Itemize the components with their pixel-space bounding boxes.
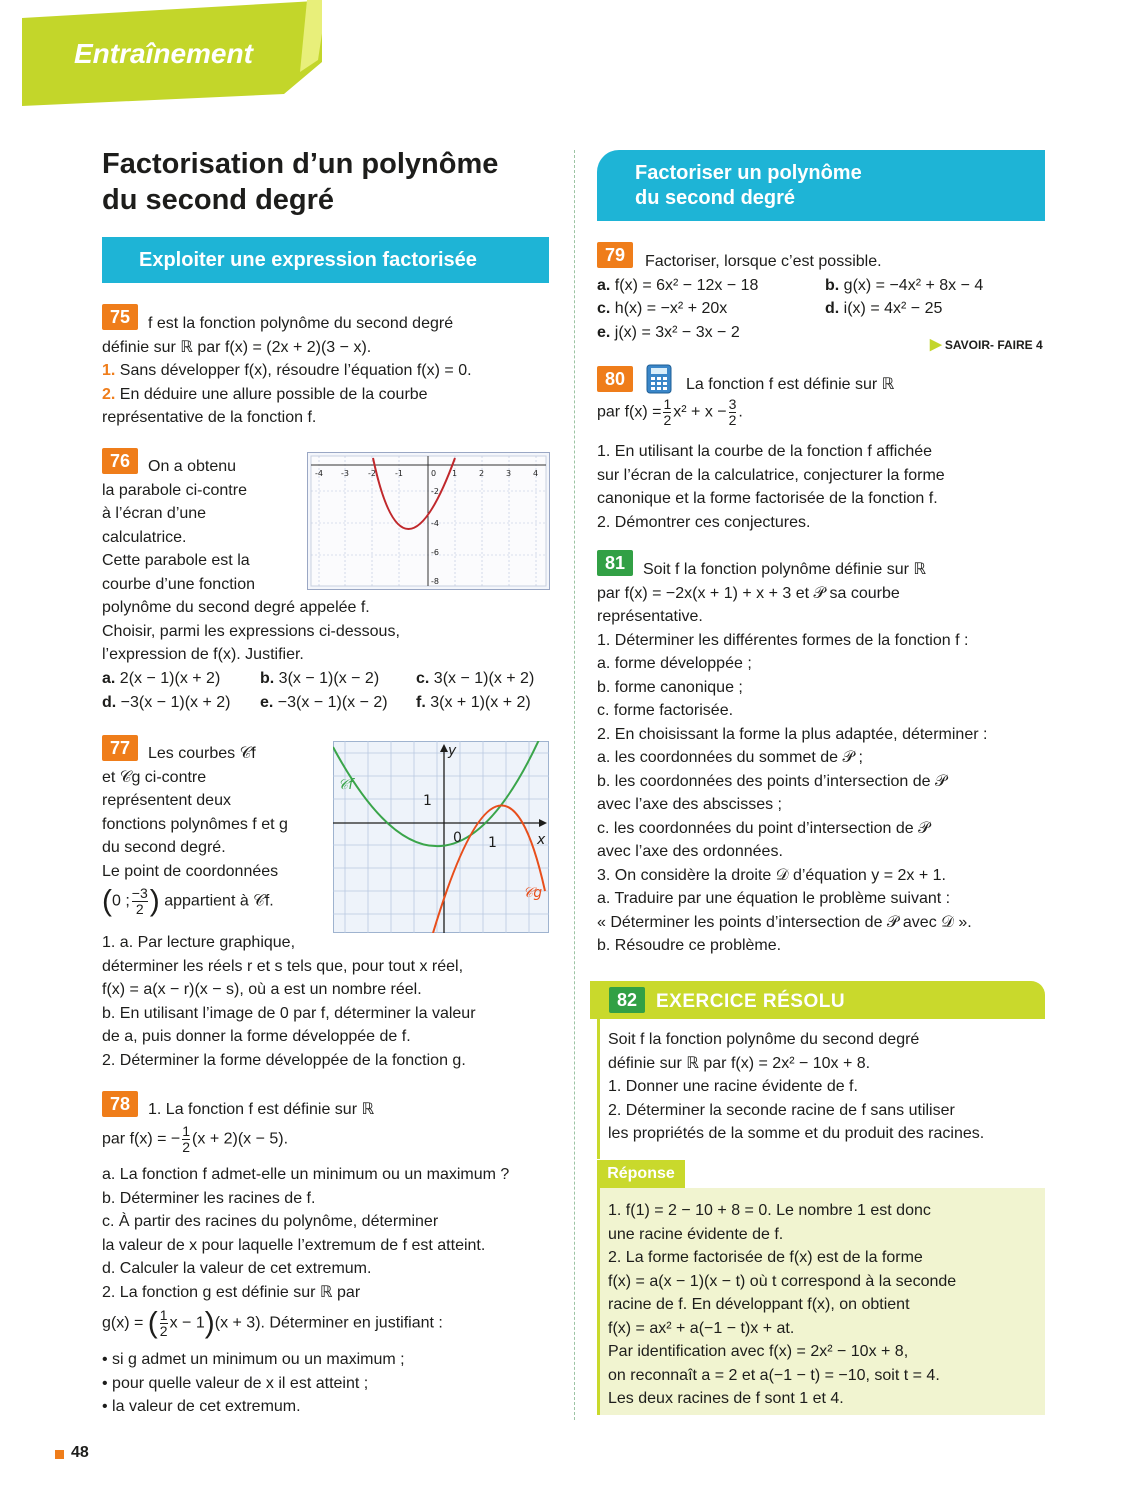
exercise-80-intro: La fonction f est définie sur ℝ [686,376,895,393]
svg-text:y: y [448,743,457,759]
exercise-number: 76 [102,448,138,474]
svg-text:4: 4 [533,469,539,478]
exercise-number: 81 [597,550,633,576]
svg-text:-2: -2 [368,469,376,478]
page-title: Factorisation d’un polynôme du second degré [102,148,499,216]
point-coordinates: (0 ; $\frac{-3}{2}$ ) appartient à 𝒞f. [102,884,274,918]
resolved-exercise-title: EXERCICE RÉSOLU [656,991,846,1012]
svg-text:0: 0 [453,830,462,846]
svg-text:-6: -6 [431,548,439,557]
answer-text: 1. f(1) = 2 − 10 + 8 = 0. Le nombre 1 est donc une racine évidente de f. 2. La forme factorisée de f(x) est de la forme f(x) = a(x − 1)(x − t) où t correspond à la seconde racine de f. En développant f(x), on obtient f(x) = ax² + a(−1 − t)x + at. Par identification avec f(x) = 2x² − 10x + 8, on reconnaît a = 2 et a(−1 − t) = −10, soit t = 4. Les deux racines de f sont 1 et 4. [608,1202,957,1407]
exercise-number: 82 [609,987,645,1013]
column-divider [574,150,575,1420]
section-bar-right: Factoriser un polynôme du second degré [597,150,1045,221]
answer-label: Réponse [597,1160,685,1188]
svg-text:-1: -1 [395,469,403,478]
exercise-76-intro: On a obtenu la parabole ci-contre à l’écran d’une calculatrice. Cette parabole est la courbe d’une fonction [102,458,255,593]
exercise-number: 79 [597,242,633,268]
curves-graph [333,741,549,933]
svg-text:-4: -4 [315,469,323,478]
exercise-81-text: Soit f la fonction polynôme définie sur ℝ par f(x) = −2x(x + 1) + x + 3 et 𝒫 sa courbe représentative. 1. Déterminer les différentes formes de la fonction f : a. forme développée ; b. forme canonique ; c. forme factorisée. 2. En choisissant la forme la plus adaptée, déterminer : a. les coordonnées du sommet de 𝒫 ; b. les coordonnées des points d’intersection de 𝒫 avec l’axe des abscisses ; c. les coordonnées du point d’intersection de 𝒫 avec l’axe des ordonnées. 3. On considère la droite 𝒟 d’équation y = 2x + 1. a. Traduire par une équation le problème suivant : « Déterminer les points d’intersection de 𝒫 avec 𝒟 ». b. Résoudre ce problème. [597,561,988,954]
exercise-78-g-definition: g(x) = ( $\frac{1}{2}$ x − 1)(x + 3). Déterminer en justifiant : [102,1306,443,1340]
svg-text:-4: -4 [431,519,439,528]
svg-text:1: 1 [488,835,497,851]
exercise-82-text: Soit f la fonction polynôme du second degré définie sur ℝ par f(x) = 2x² − 10x + 8. 1. Donner une racine évidente de f. 2. Déterminer la seconde racine de f sans utiliser les propriétés de la somme et du produit des racines. [608,1031,985,1142]
savoir-faire-link[interactable]: ▶ SAVOIR- FAIRE 4 [930,336,1043,353]
page-number: 48 [71,1444,89,1461]
svg-text:𝒞g: 𝒞g [523,885,543,901]
exercise-number: 78 [102,1091,138,1117]
exercise-number: 75 [102,304,138,330]
svg-text:3: 3 [506,469,512,478]
svg-text:1: 1 [423,793,432,809]
svg-text:2: 2 [479,469,485,478]
calculator-icon [644,364,674,394]
exercise-76-choices: a. 2(x − 1)(x + 2) b. 3(x − 1)(x − 2) c. 3(x − 1)(x + 2) d. −3(x − 1)(x + 2) e. −3(x − 1)(x − 2) f. 3(x + 1)(x + 2) [102,670,535,711]
svg-text:-2: -2 [431,487,439,496]
svg-text:-3: -3 [341,469,349,478]
svg-text:-8: -8 [431,577,439,586]
exercise-78-line1: 1. La fonction f est définie sur ℝ [148,1101,375,1118]
calculator-screen-graph [307,452,550,590]
exercise-77-intro: Les courbes 𝒞f et 𝒞g ci-contre représentent deux fonctions polynômes f et g du second degré. Le point de coordonnées [102,745,288,880]
svg-text:1: 1 [452,469,458,478]
exercise-78-definition: par f(x) = − $\frac{1}{2}$ (x + 2)(x − 5). [102,1123,289,1155]
svg-text:0: 0 [431,469,437,478]
exercise-80-definition: par f(x) = $\frac{1}{2}$ x² + x − $\frac{3}{2}$ . [597,396,743,428]
exercise-number: 80 [597,366,633,392]
svg-text:𝒞f: 𝒞f [338,777,354,793]
page-marker-icon [55,1450,64,1459]
exercise-76-text: polynôme du second degré appelée f. Choisir, parmi les expressions ci-dessous, l’expression de f(x). Justifier. [102,599,400,663]
play-arrow-icon: ▶ [930,336,942,353]
section-bar-left: Exploiter une expression factorisée [102,237,549,283]
exercise-number: 77 [102,735,138,761]
exercise-75-text: f est la fonction polynôme du second degré définie sur ℝ par f(x) = (2x + 2)(3 − x). 1. Sans développer f(x), résoudre l’équation f(x) = 0. 2. En déduire une allure possible de la courbe représentative de la fonction f. [102,315,472,426]
exercise-79-text: Factoriser, lorsque c’est possible. a. f(x) = 6x² − 12x − 18 b. g(x) = −4x² + 8x − 4 c. h(x) = −x² + 20x d. i(x) = 4x² − 25 e. j(x) = 3x² − 3x − 2 [597,253,984,341]
exercise-78-text: a. La fonction f admet-elle un minimum ou un maximum ? b. Déterminer les racines de f. c. À partir des racines du polynôme, déterminer la valeur de x pour laquelle l’extremum de f est atteint. d. Calculer la valeur de cet extremum. 2. La fonction g est définie sur ℝ par [102,1166,510,1301]
exercise-78-bullets: • si g admet un minimum ou un maximum ; • pour quelle valeur de x il est atteint ; • la valeur de cet extremum. [102,1351,405,1415]
exercise-77-text: 1. a. Par lecture graphique, déterminer les réels r et s tels que, pour tout x réel, f(x) = a(x − r)(x − s), où a est un nombre réel. b. En utilisant l’image de 0 par f, déterminer la valeur de a, puis donner la forme développée de f. 2. Déterminer la forme développée de la fonction g. [102,934,476,1069]
banner-label: Entraînement [74,38,253,69]
svg-text:x: x [537,832,546,848]
exercise-80-text: 1. En utilisant la courbe de la fonction f affichée sur l’écran de la calculatrice, conjecturer la forme canonique et la forme factorisée de la fonction f. 2. Démontrer ces conjectures. [597,443,945,531]
